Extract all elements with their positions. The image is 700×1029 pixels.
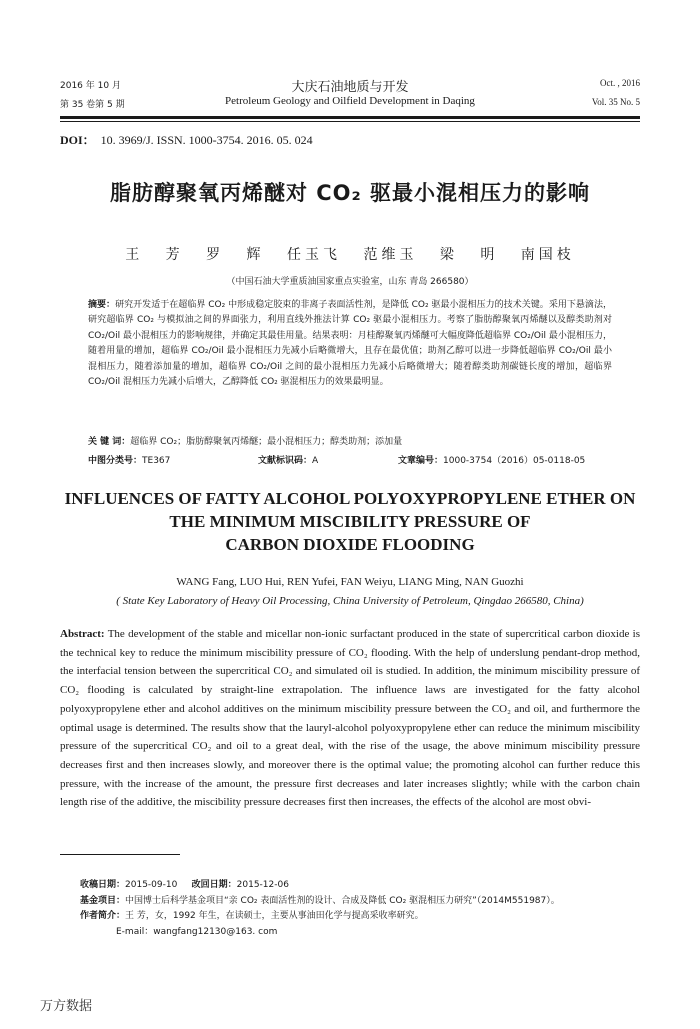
authors-en: WANG Fang, LUO Hui, REN Yufei, FAN Weiyu, LIANG Ming, NAN Guozhi [176, 576, 524, 588]
header-journal-cn: 大庆石油地质与开发 [291, 80, 409, 95]
author-email: E-mail：wangfang12130@163. com [116, 926, 278, 937]
header-volume-cn: 第 35 卷第 5 期 [60, 100, 125, 110]
fund-value: 中国博士后科学基金项目“亲 CO₂ 表面活性剂的设计、合成及降低 CO₂ 驱混相压力研究”（2014M551987）。 [125, 895, 560, 906]
header-rule-thick [60, 116, 640, 119]
abstract-cn [88, 298, 612, 390]
title-en [60, 487, 640, 556]
article-number-entry [398, 453, 585, 466]
clc-value: TE367 [142, 456, 171, 466]
title-en-line-3: CARBON DIOXIDE FLOODING [225, 535, 475, 554]
abstract-en-text: The development of the stable and micellar non-ionic surfactant produced in the state of supercritical carbon dioxide is the technical key to reduce the minimum miscibility pressure of CO₂ flooding. With the help of underslung pendant-drop method, the interfacial tension between the supercritical CO₂ and simulated oil is studied. In addition, the minimum miscibility pressure of CO₂ flooding is calculated by straight-line extrapolation. The influence laws are investigated for the fatty alcohol polyoxypropylene ether and alcohol additives on the minimum miscibility pressure between the CO₂ and oil, and furthermore the optimal usage is determined. The results show that the lauryl-alcohol polyoxypropylene ether can reduce the minimum miscibility pressure of the supercritical CO₂ and oil to a great deal, with the rise of the usage, the above minimum miscibility pressure decreases first and then increases slowly, and moreover there is the optimal value; the promoting alcohol can further reduce this pressure, with the increase of the amount, the pressure first decreases and later increases slightly; while with the carbon chain length rise of the additive, the miscibility pressure decreases first then increases, the effects of the alcohol are most obvi- [60, 628, 640, 809]
keywords-cn-label: 关 键 词： [88, 437, 131, 447]
abstract-en [60, 625, 640, 812]
article-number-label: 文章编号： [398, 456, 444, 466]
keywords-cn-text: 超临界 CO₂；脂肪醇聚氧丙烯醚；最小混相压力；醇类助剂；添加量 [130, 437, 403, 447]
fund-label: 基金项目： [80, 895, 126, 906]
running-header [60, 76, 640, 114]
footnote-fund [80, 894, 640, 910]
affiliation-cn: （中国石油大学重质油国家重点实验室，山东 青岛 266580） [226, 277, 474, 287]
abstract-en-label: Abstract: [60, 628, 105, 640]
doi-line [60, 131, 313, 148]
watermark: 万方数据 [40, 999, 93, 1014]
title-en-line-2: THE MINIMUM MISCIBILITY PRESSURE OF [169, 512, 531, 531]
received-value: 2015-09-10 [125, 880, 178, 890]
title-cn: 脂肪醇聚氧丙烯醚对 CO₂ 驱最小混相压力的影响 [109, 181, 591, 205]
author-bio-value: 王 芳，女，1992 年生，在读硕士，主要从事油田化学与提高采收率研究。 [125, 911, 424, 921]
footnotes [80, 878, 640, 940]
header-volume-en: Vol. 35 No. 5 [591, 97, 640, 107]
received-label: 收稿日期： [80, 880, 126, 890]
clc-label: 中图分类号： [88, 456, 143, 466]
doc-code-label: 文献标识码： [258, 456, 313, 466]
article-number-value: 1000-3754（2016）05-0118-05 [443, 456, 586, 466]
doc-code-entry [258, 453, 318, 466]
header-date-en: Oct. , 2016 [600, 78, 640, 88]
header-journal-en: Petroleum Geology and Oilfield Development in Daqing [225, 95, 475, 107]
doc-code-value: A [312, 456, 319, 466]
authors-cn: 王 芳 罗 辉 任玉飞 范维玉 梁 明 南国枝 [125, 247, 575, 263]
doi-label: DOI： [60, 133, 95, 147]
title-en-line-1: INFLUENCES OF FATTY ALCOHOL POLYOXYPROPYLENE ETHER ON [64, 489, 636, 508]
footnote-author [80, 909, 640, 925]
affiliation-en: ( State Key Laboratory of Heavy Oil Processing, China University of Petroleum, Qingdao 266580, China) [116, 595, 584, 607]
footnote-rule [60, 854, 180, 855]
abstract-cn-text: 研究开发适于在超临界 CO₂ 中形成稳定胶束的非离子表面活性剂，是降低 CO₂ 驱最小混相压力的技术关键。采用下悬滴法，研究超临界 CO₂ 与模拟油之间的界面张力，利用直线外推法计算 CO₂ 驱最小混相压力。考察了脂肪醇聚氧丙烯醚以及醇类助剂对 CO₂/Oil 最小混相压力的影响规律，并确定其最佳用量。结果表明：月桂醇聚氧丙烯醚可大幅度降低超临界 CO₂/Oil 最小混相压力，随着用量的增加，超临界 CO₂/Oil 最小混相压力先减小后略微增大，且存在最优值；助剂乙醇可以进一步降低超临界 CO₂/Oil 最小混相压力，随着添加量的增加，超临界 CO₂/Oil 之间的最小混相压力先减小后略微增大；随着醇类助剂碳链长度的增加，超临界 CO₂/Oil 混相压力先减小后增大，乙醇降低 CO₂ 驱混相压力的效果最明显。 [88, 300, 612, 388]
header-rule-thin [60, 121, 640, 122]
footnote-dates [80, 878, 640, 894]
author-bio-label: 作者简介： [80, 911, 126, 921]
doi-value: 10. 3969/J. ISSN. 1000-3754. 2016. 05. 024 [100, 133, 313, 147]
keywords-cn [88, 434, 612, 447]
abstract-cn-label: 摘要： [88, 300, 116, 310]
clc-entry [88, 453, 170, 466]
revised-value: 2015-12-06 [236, 880, 289, 890]
revised-label: 改回日期： [191, 880, 237, 890]
header-date-cn: 2016 年 10 月 [60, 81, 121, 91]
